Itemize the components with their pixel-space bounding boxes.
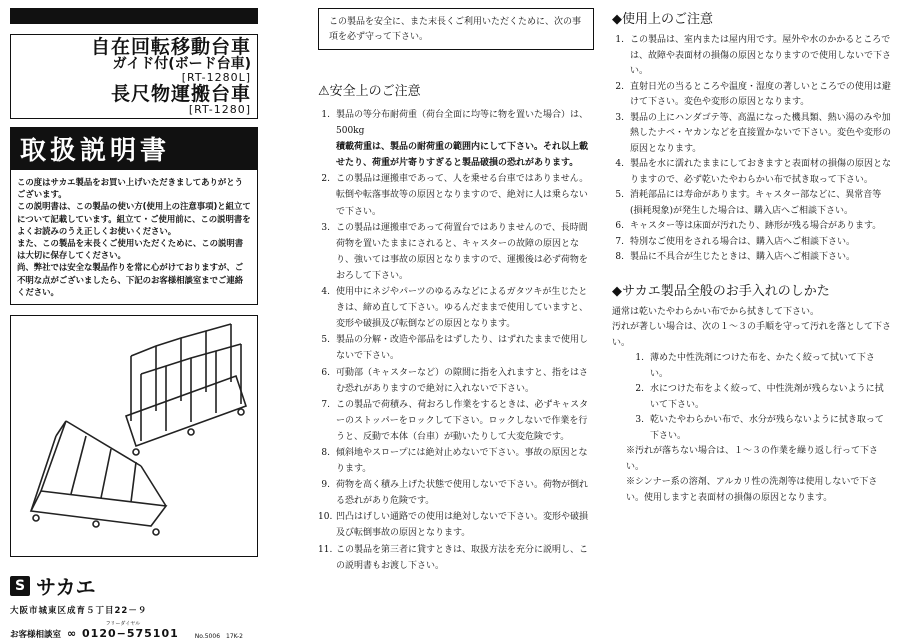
item-number: 2. bbox=[635, 384, 644, 394]
list-item bbox=[632, 382, 892, 413]
list-item bbox=[318, 332, 594, 364]
item-number: 9. bbox=[321, 480, 330, 491]
safety-note-box: この製品を安全に、また末長くご利用いただくために、次の事項を必ず守って下さい。 bbox=[318, 8, 594, 50]
item-number: 4. bbox=[321, 287, 330, 298]
list-item bbox=[318, 365, 594, 397]
item-text: この製品を第三者に貸すときは、取扱方法を充分に説明し、この説明書もお渡し下さい。 bbox=[336, 544, 589, 571]
item-text: 製品の等分布耐荷重（荷台全面に均等に物を置いた場合）は、 500kg bbox=[336, 110, 611, 137]
product-title-2: ガイド付(ボード台車) bbox=[112, 56, 251, 72]
intro-line: 尚、弊社では安全な製品作りを常に心がけておりますが、ご不明な点がございましたら、下記のお客様相談室までご連絡ください。 bbox=[17, 262, 244, 297]
care-intro-2: 汚れが著しい場合は、次の１～３の手順を守って汚れを落として下さい。 bbox=[612, 322, 892, 348]
model-1: [RT-1280L] bbox=[181, 71, 251, 84]
care-heading: ◆サカエ製品全般のお手入れのしかた bbox=[612, 283, 830, 299]
list-item bbox=[318, 509, 594, 541]
item-text: この製品は運搬車であって荷置台ではありませんので、長時間荷物を置いたままにされると、キャスターの故障の原因となり、強いては事故の原因となりますので、運搬後は必ず荷物をおろして下さい。 bbox=[336, 222, 588, 281]
intro-line: この度はサカエ製品をお買い上げいただきましてありがとうございます。 bbox=[17, 177, 243, 200]
item-number: 2. bbox=[321, 174, 330, 185]
list-item bbox=[612, 111, 892, 158]
intro-text bbox=[10, 170, 258, 305]
item-number: 1. bbox=[321, 110, 330, 120]
item-text: キャスター等は床面が汚れたり、跡形が残る場合があります。 bbox=[630, 221, 882, 231]
company-name: サカエ bbox=[36, 575, 96, 600]
item-text: この製品は、室内または屋内用です。屋外や水のかかるところでは、故障や表面材の損傷の原因となりますので使用しないで下さい。 bbox=[630, 35, 892, 76]
item-text: 荷物を高く積み上げた状態で使用しないで下さい。荷物が倒れる恐れがあり危険です。 bbox=[336, 480, 589, 507]
item-number: 4. bbox=[615, 159, 624, 169]
list-item bbox=[318, 284, 594, 332]
list-item bbox=[612, 188, 892, 219]
list-item bbox=[318, 107, 611, 171]
item-text: 特別なご使用をされる場合は、購入店へご相談下さい。 bbox=[630, 236, 856, 247]
list-item bbox=[318, 542, 594, 574]
care-intro: 通常は乾いたやわらかい布でから拭きして下さい。 bbox=[612, 306, 820, 317]
list-item bbox=[612, 219, 892, 235]
list-item bbox=[318, 445, 594, 477]
left-column bbox=[10, 8, 258, 640]
contact-label: お客様相談室 bbox=[10, 630, 62, 640]
list-item bbox=[632, 413, 892, 444]
list-item bbox=[612, 250, 892, 266]
company-logo bbox=[10, 571, 258, 600]
item-text: 直射日光の当るところや温度・湿度の著しいところでの使用は避けて下さい。変色や変形の原因となります。 bbox=[630, 81, 891, 107]
list-item bbox=[318, 171, 594, 219]
contact-line bbox=[10, 620, 258, 640]
item-text: 製品を水に濡れたままにしておきますと表面材の損傷の原因となりますので、必ず乾いたやわらかい布で拭き取って下さい。 bbox=[630, 159, 892, 185]
item-number: 1. bbox=[615, 35, 624, 45]
item-number: 11. bbox=[318, 544, 333, 555]
intro-line: この説明書は、この製品の使い方(使用上の注意事項)と組立てについて記載しています。組立て・ご使用前に、この説明書をよくお読みのうえ正しくお使いください。 bbox=[17, 201, 251, 236]
item-number: 6. bbox=[321, 367, 330, 378]
right-column bbox=[612, 8, 892, 506]
phone-number: ∞ 0120−575101 bbox=[67, 627, 179, 640]
item-number: 6. bbox=[615, 221, 624, 231]
care-note-2: ※シンナー系の溶剤、アルカリ性の洗剤等は使用しないで下さい。使用しますと表面材の損傷の原因となります。 bbox=[626, 477, 878, 503]
company-address: 大阪市城東区成育５丁目22－９ bbox=[10, 606, 148, 617]
list-item bbox=[612, 80, 892, 111]
list-item bbox=[318, 220, 594, 284]
item-text: 傾斜地やスロープには絶対止めないで下さい。事故の原因となります。 bbox=[336, 447, 588, 475]
top-bar bbox=[10, 8, 258, 24]
item-text: 可動部（キャスターなど）の隙間に指を入れますと、指をはさむ恐れがありますので絶対に入れないで下さい。 bbox=[336, 367, 589, 394]
phone-digits: 0120−575101 bbox=[82, 627, 179, 640]
usage-list bbox=[612, 33, 892, 266]
intro-line: また、この製品を末長くご使用いただくために、この説明書は大切に保存してください。 bbox=[17, 238, 244, 261]
safety-list bbox=[318, 107, 611, 574]
item-text: 凹凸はげしい通路での使用は絶対しないで下さい。変形や破損及び転倒事故の原因となります。 bbox=[336, 512, 589, 539]
list-item bbox=[632, 351, 892, 382]
item-number: 7. bbox=[615, 236, 624, 247]
cart-drawing bbox=[11, 316, 256, 555]
item-number: 3. bbox=[321, 222, 330, 233]
item-text: 使用中にネジやパーツのゆるみなどによるガタツキが生じたときは、締め直して下さい。ゆるんだままで使用していますと、変形や破損及び転倒などの原因となります。 bbox=[336, 287, 589, 330]
document-number: No.5006 17K-2 bbox=[194, 633, 243, 640]
item-number: 8. bbox=[321, 447, 330, 458]
item-text: 薄めた中性洗剤につけた布を、かたく絞って拭いて下さい。 bbox=[650, 353, 875, 379]
item-number: 7. bbox=[321, 399, 330, 410]
item-number: 2. bbox=[615, 81, 624, 92]
item-bold-text: 積載荷重は、製品の耐荷重の範囲内にして下さい。それ以上載せたり、荷重が片寄りすぎると製品破損の恐れがあります。 bbox=[336, 142, 589, 169]
middle-column bbox=[318, 8, 611, 574]
safety-heading: ⚠安全上のご注意 bbox=[318, 84, 421, 99]
list-item bbox=[612, 157, 892, 188]
list-item bbox=[318, 477, 594, 509]
usage-heading: ◆使用上のご注意 bbox=[612, 12, 713, 27]
care-note-1: ※汚れが落ちない場合は、１～３の作業を繰り返し行って下さい。 bbox=[626, 446, 879, 472]
list-item bbox=[612, 235, 892, 251]
item-number: 3. bbox=[635, 415, 644, 425]
manual-title: 取扱説明書 bbox=[10, 127, 258, 170]
freedial-label: フリーダイヤル bbox=[105, 621, 141, 628]
product-illustration bbox=[10, 315, 258, 557]
item-text: この製品は運搬車であって、人を乗せる台車ではありません。転倒や転落事故等の原因となりますので、絶対に人は乗らないで下さい。 bbox=[336, 174, 589, 217]
item-text: この製品で荷積み、荷おろし作業をするときは、必ずキャスターのストッパーをロックして下さい。ロックしないで作業を行うと、反動で本体（台車）が動いたりして大変危険です。 bbox=[336, 399, 589, 442]
care-steps bbox=[612, 351, 892, 444]
product-title-3: 長尺物運搬台車 bbox=[110, 83, 251, 105]
item-number: 5. bbox=[615, 190, 624, 200]
item-number: 8. bbox=[615, 252, 624, 262]
item-number: 3. bbox=[615, 112, 624, 123]
item-text: 水につけた布をよく絞って、中性洗剤が残らないように拭いて下さい。 bbox=[650, 384, 884, 410]
item-text: 製品の分解・改造や部品をはずしたり、はずれたままで使用しないで下さい。 bbox=[336, 335, 589, 362]
phone-block bbox=[67, 620, 179, 640]
item-text: 製品に不具合が生じたときは、購入店へご相談下さい。 bbox=[630, 252, 856, 262]
model-2: [RT-1280] bbox=[188, 103, 251, 116]
item-text: 製品の上にハンダゴテ等、高温になった機具類、熱い湯のみや加熱したナベ・ヤカンなどを直接置かないで下さい。変色や変形の原因となります。 bbox=[630, 112, 892, 154]
item-text: 乾いたやわらかい布で、水分が残らないように拭き取って下さい。 bbox=[650, 415, 884, 441]
product-title-1: 自在回転移動台車 bbox=[90, 36, 251, 58]
list-item bbox=[318, 397, 594, 445]
item-text: 消耗部品には寿命があります。キャスター部などに、異常音等(損耗現象)が発生した場合は、購入店へご相談下さい。 bbox=[630, 190, 882, 216]
item-number: 10. bbox=[318, 512, 333, 523]
item-number: 5. bbox=[321, 335, 330, 346]
list-item bbox=[612, 33, 892, 80]
sakae-logo-icon: S bbox=[10, 576, 30, 596]
product-title-box bbox=[10, 34, 258, 119]
item-number: 1. bbox=[635, 353, 644, 363]
